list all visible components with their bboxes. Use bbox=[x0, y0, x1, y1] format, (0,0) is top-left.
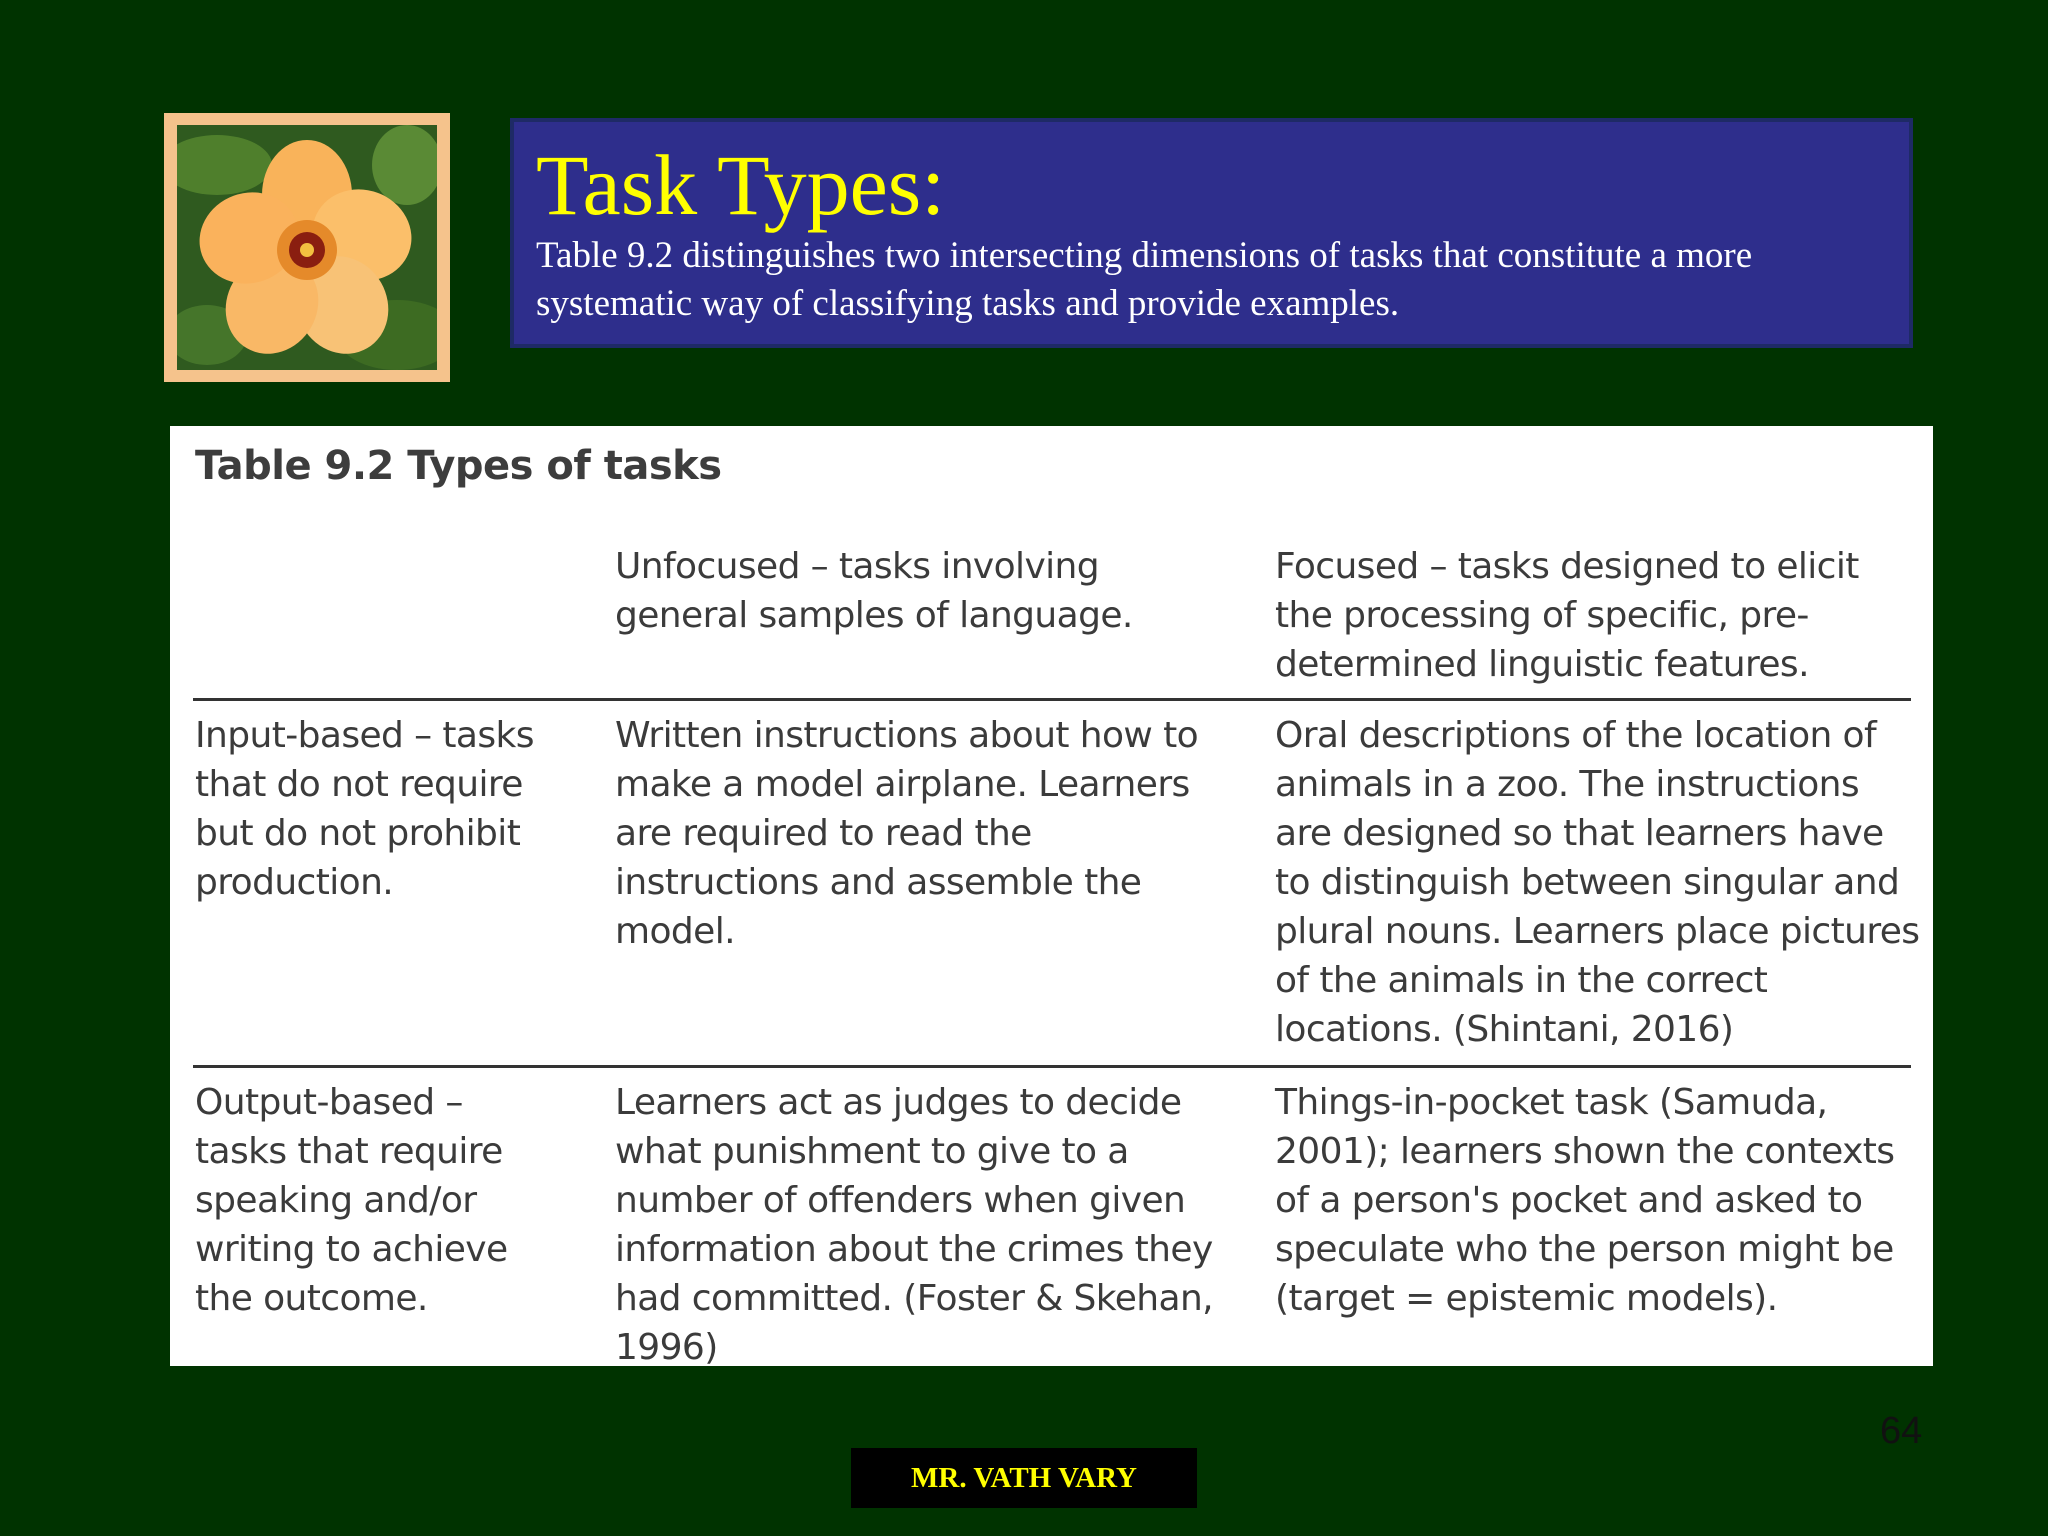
header-unfocused: Unfocused – tasks involving general samples of language. bbox=[615, 546, 1133, 636]
row-output-label: Output-based – tasks that require speaking and/or writing to achieve the outcome. bbox=[195, 1082, 508, 1319]
hibiscus-flower-image bbox=[177, 125, 437, 370]
flower-photo-frame bbox=[164, 113, 450, 382]
title-box bbox=[510, 118, 1913, 348]
author-label: MR. VATH VARY bbox=[851, 1448, 1197, 1508]
row-output-focused: Things-in-pocket task (Samuda, 2001); learners shown the contexts of a person's pocket and asked to speculate who the person might be (target = epistemic models). bbox=[1275, 1082, 1895, 1319]
table-divider bbox=[193, 1065, 1911, 1068]
table-caption: Table 9.2 Types of tasks bbox=[195, 443, 722, 489]
header-focused: Focused – tasks designed to elicit the processing of specific, pre-determined linguistic features. bbox=[1275, 546, 1859, 685]
types-of-tasks-table bbox=[170, 426, 1933, 1366]
row-input-unfocused: Written instructions about how to make a model airplane. Learners are required to read the instructions and assemble the model. bbox=[615, 715, 1199, 952]
page-number: 64 bbox=[1880, 1410, 1923, 1452]
row-output-unfocused: Learners act as judges to decide what punishment to give to a number of offenders when given information about the crimes they had committed. (Foster & Skehan, 1996) bbox=[615, 1082, 1214, 1366]
slide-subtitle: Table 9.2 distinguishes two intersecting dimensions of tasks that constitute a more systematic way of classifying tasks and provide examples. bbox=[536, 235, 1753, 324]
row-input-focused: Oral descriptions of the location of animals in a zoo. The instructions are designed so that learners have to distinguish between singular and plural nouns. Learners place pictures of the animals in the correct locations. (Shintani, 2016) bbox=[1275, 715, 1920, 1050]
table-divider bbox=[193, 698, 1911, 701]
row-input-label: Input-based – tasks that do not require but do not prohibit production. bbox=[195, 715, 534, 903]
slide-title: Task Types: bbox=[536, 137, 946, 233]
